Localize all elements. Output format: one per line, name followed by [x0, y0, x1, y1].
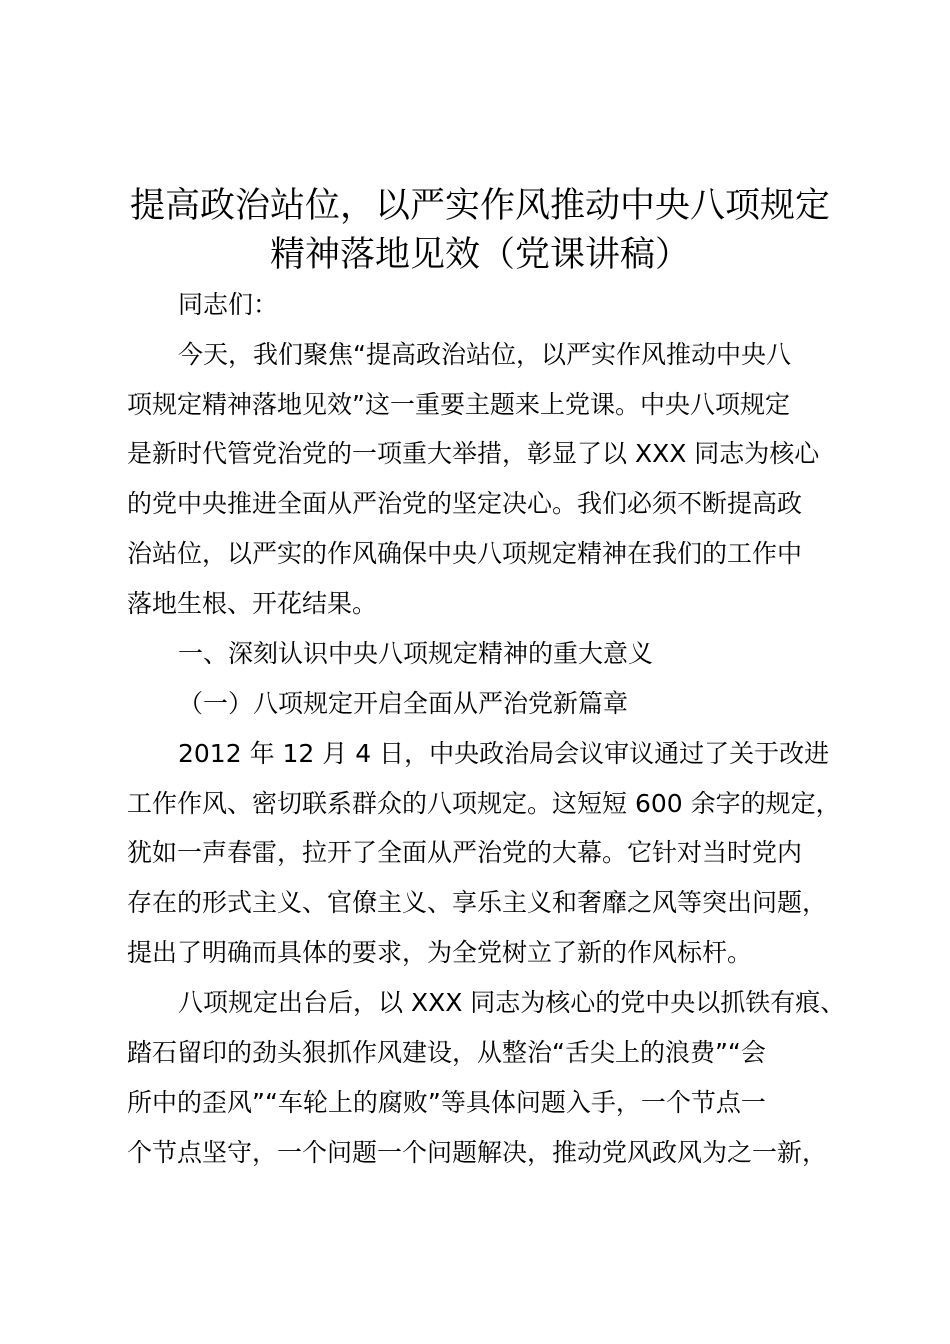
paragraph-line: 工作作风、密切联系群众的八项规定。这短短 600 余字的规定， [127, 789, 841, 818]
paragraph-line: 存在的形式主义、官僚主义、享乐主义和奢靡之风等突出问题， [127, 888, 828, 917]
paragraph-line: 八项规定出台后，以 XXX 同志为核心的党中央以抓铁有痕、 [178, 988, 846, 1017]
paragraph-line: 的党中央推进全面从严治党的坚定决心。我们必须不断提高政 [127, 489, 803, 518]
paragraph-line: 踏石留印的劲头狠抓作风建设，从整治“舌尖上的浪费”“会 [127, 1038, 766, 1067]
paragraph-line: 提出了明确而具体的要求，为全党树立了新的作风标杆。 [127, 938, 753, 967]
paragraph-line: 项规定精神落地见效”这一重要主题来上党课。中央八项规定 [127, 390, 790, 419]
paragraph-line: 落地生根、开花结果。 [127, 589, 378, 618]
paragraph-line: 治站位，以严实的作风确保中央八项规定精神在我们的工作中 [127, 539, 803, 568]
paragraph-line: 犹如一声春雷，拉开了全面从严治党的大幕。它针对当时党内 [127, 838, 803, 867]
paragraph-line: 是新时代管党治党的一项重大举措，彰显了以 XXX 同志为核心 [127, 439, 820, 468]
paragraph-line: 个节点坚守，一个问题一个问题解决，推动党风政风为之一新， [127, 1138, 828, 1167]
document-title-line-1: 提高政治站位，以严实作风推动中央八项规定 [129, 186, 830, 226]
paragraph-line: 所中的歪风”“车轮上的腐败”等具体问题入手，一个节点一 [127, 1088, 766, 1117]
subsection-heading: （一）八项规定开启全面从严治党新篇章 [178, 689, 629, 718]
section-heading: 一、深刻认识中央八项规定精神的重大意义 [178, 639, 654, 668]
paragraph-line: 2012 年 12 月 4 日，中央政治局会议审议通过了关于改进 [178, 739, 830, 768]
document-title-line-2: 精神落地见效（党课讲稿） [269, 235, 690, 275]
paragraph-line: 今天，我们聚焦“提高政治站位，以严实作风推动中央八 [178, 340, 791, 369]
salutation: 同志们： [178, 290, 279, 319]
